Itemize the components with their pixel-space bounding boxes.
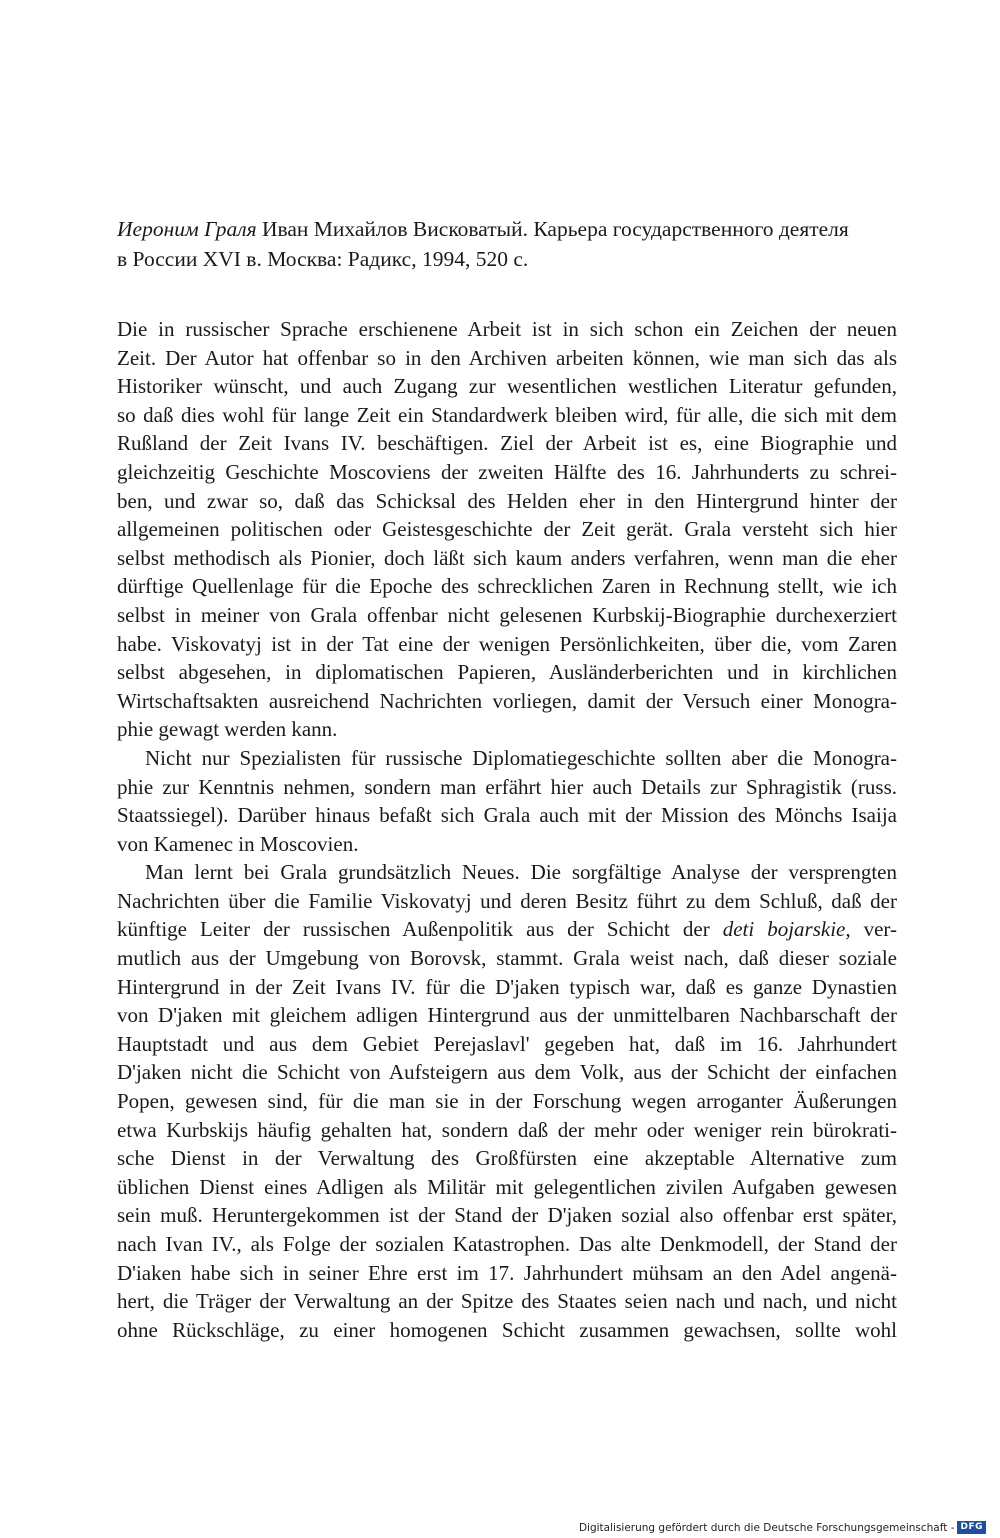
header-title: Иван Михайлов Висковатый. Карьера государственного деятеля xyxy=(256,217,849,241)
paragraph-1-line: Die in russischer Sprache erschienene Arbeit ist in sich schon ein Zeichen der neuen xyxy=(117,317,897,341)
paragraph-1-line: selbst abgesehen, in diplomatischen Papieren, Ausländerberichten und in kirchlichen xyxy=(117,660,897,685)
paragraph-1-line: ben, und zwar so, daß das Schicksal des Helden eher in den Hintergrund hinter der xyxy=(117,488,897,513)
paragraph-3-line-text: künftige Leiter der russischen Außenpolitik aus der Schicht der xyxy=(117,917,723,942)
paragraph-1-line: so daß dies wohl für lange Zeit ein Standardwerk bleiben wird, für alle, die sich mit dem xyxy=(117,402,897,427)
paragraph-1-line: Wirtschaftsakten ausreichend Nachrichten vorliegen, damit der Versuch einer Monogra- xyxy=(117,688,897,713)
paragraph-1-line: Rußland der Zeit Ivans IV. beschäftigen. Ziel der Arbeit ist es, eine Biographie und xyxy=(117,431,897,456)
header-line-2: в России XVI в. Москва: Радикс, 1994, 520 с. xyxy=(117,247,529,271)
paragraph-1-line: allgemeinen politischen oder Geistesgeschichte der Zeit gerät. Grala versteht sich hier xyxy=(117,517,897,542)
paragraph-3-line: sche Dienst in der Verwaltung des Großfürsten eine akzeptable Alternative zum xyxy=(117,1146,897,1171)
header-author: Иероним Граля xyxy=(117,217,257,241)
paragraph-1-line: gleichzeitig Geschichte Moscoviens der zweiten Hälfte des 16. Jahrhunderts zu schrei- xyxy=(117,459,897,484)
paragraph-3-line: üblichen Dienst eines Adligen als Militär mit gelegentlichen zivilen Aufgaben gewesen xyxy=(117,1174,897,1199)
italic-term-suffix: ver- xyxy=(850,917,897,942)
paragraph-2-line: Staatssiegel). Darüber hinaus befaßt sich Grala auch mit der Mission des Mönchs Isaija xyxy=(117,803,897,828)
paragraph-3-line: D'jaken nicht die Schicht von Aufsteigern aus dem Volk, aus der Schicht der einfachen xyxy=(117,1060,897,1085)
paragraph-3-line-with-term xyxy=(117,915,897,944)
review-header xyxy=(117,214,897,274)
footer-text: Digitalisierung gefördert durch die Deutsche Forschungsgemeinschaft - xyxy=(578,1521,955,1534)
paragraph-3-line: Man lernt bei Grala grundsätzlich Neues. Die sorgfältige Analyse der versprengten xyxy=(145,860,897,885)
paragraph-1-line: dürftige Quellenlage für die Epoche des schrecklichen Zaren in Rechnung stellt, wie ich xyxy=(117,574,897,599)
paragraph-3-line: mutlich aus der Umgebung von Borovsk, stammt. Grala weist nach, daß dieser soziale xyxy=(117,946,897,971)
paragraph-1-line: habe. Viskovatyj ist in der Tat eine der wenigen Persönlichkeiten, über die, vom Zaren xyxy=(117,631,897,656)
review-body xyxy=(117,315,897,1344)
paragraph-1-line: Historiker wünscht, und auch Zugang zur wesentlichen westlichen Literatur gefunden, xyxy=(117,374,897,399)
paragraph-3-line: Hauptstadt und aus dem Gebiet Perejaslavl' gegeben hat, daß im 16. Jahrhundert xyxy=(117,1031,897,1056)
digitization-footer xyxy=(579,1521,986,1534)
paragraph-3-line: Nachrichten über die Familie Viskovatyj und deren Besitz führt zu dem Schluß, daß der xyxy=(117,888,897,913)
paragraph-1-line: selbst methodisch als Pionier, doch läßt sich kaum anders verfahren, wenn man die eher xyxy=(117,545,897,570)
paragraph-3-line: ohne Rückschläge, zu einer homogenen Schicht zusammen gewachsen, sollte wohl xyxy=(117,1317,897,1342)
paragraph-2-line: phie zur Kenntnis nehmen, sondern man erfährt hier auch Details zur Sphragistik (russ. xyxy=(117,774,897,799)
italic-term: deti bojarskie, xyxy=(722,917,851,942)
paragraph-3-line: Popen, gewesen sind, für die man sie in der Forschung wegen arroganter Äußerungen xyxy=(117,1089,897,1114)
paragraph-3-line: nach Ivan IV., als Folge der sozialen Katastrophen. Das alte Denkmodell, der Stand der xyxy=(117,1232,897,1256)
paragraph-3-line: etwa Kurbskijs häufig gehalten hat, sondern daß der mehr oder weniger rein bürokrati- xyxy=(117,1117,897,1142)
paragraph-1-line: selbst in meiner von Grala offenbar nicht gelesenen Kurbskij-Biographie durchexerziert xyxy=(117,602,897,627)
paragraph-3-line: Hintergrund in der Zeit Ivans IV. für die D'jaken typisch war, daß es ganze Dynastien xyxy=(117,974,897,999)
paragraph-1-line: Zeit. Der Autor hat offenbar so in den Archiven arbeiten können, wie man sich das als xyxy=(117,345,897,370)
dfg-logo: DFG xyxy=(957,1521,986,1534)
paragraph-3-line: sein muß. Heruntergekommen ist der Stand der D'jaken sozial also offenbar erst später, xyxy=(117,1203,897,1228)
paragraph-2-line: von Kamenec in Moscovien. xyxy=(117,831,359,856)
paragraph-3-line: D'iaken habe sich in seiner Ehre erst im 17. Jahrhundert mühsam an den Adel angenä- xyxy=(117,1260,897,1285)
paragraph-3-line: von D'jaken mit gleichem adligen Hintergrund aus der unmittelbaren Nachbarschaft der xyxy=(117,1003,897,1028)
header-line-1 xyxy=(117,214,897,244)
paragraph-2-line: Nicht nur Spezialisten für russische Diplomatiegeschichte sollten aber die Monogra- xyxy=(145,745,897,770)
paragraph-3-line: hert, die Träger der Verwaltung an der Spitze des Staates seien nach und nach, und nicht xyxy=(117,1289,897,1314)
paragraph-1-line: phie gewagt werden kann. xyxy=(117,717,338,742)
